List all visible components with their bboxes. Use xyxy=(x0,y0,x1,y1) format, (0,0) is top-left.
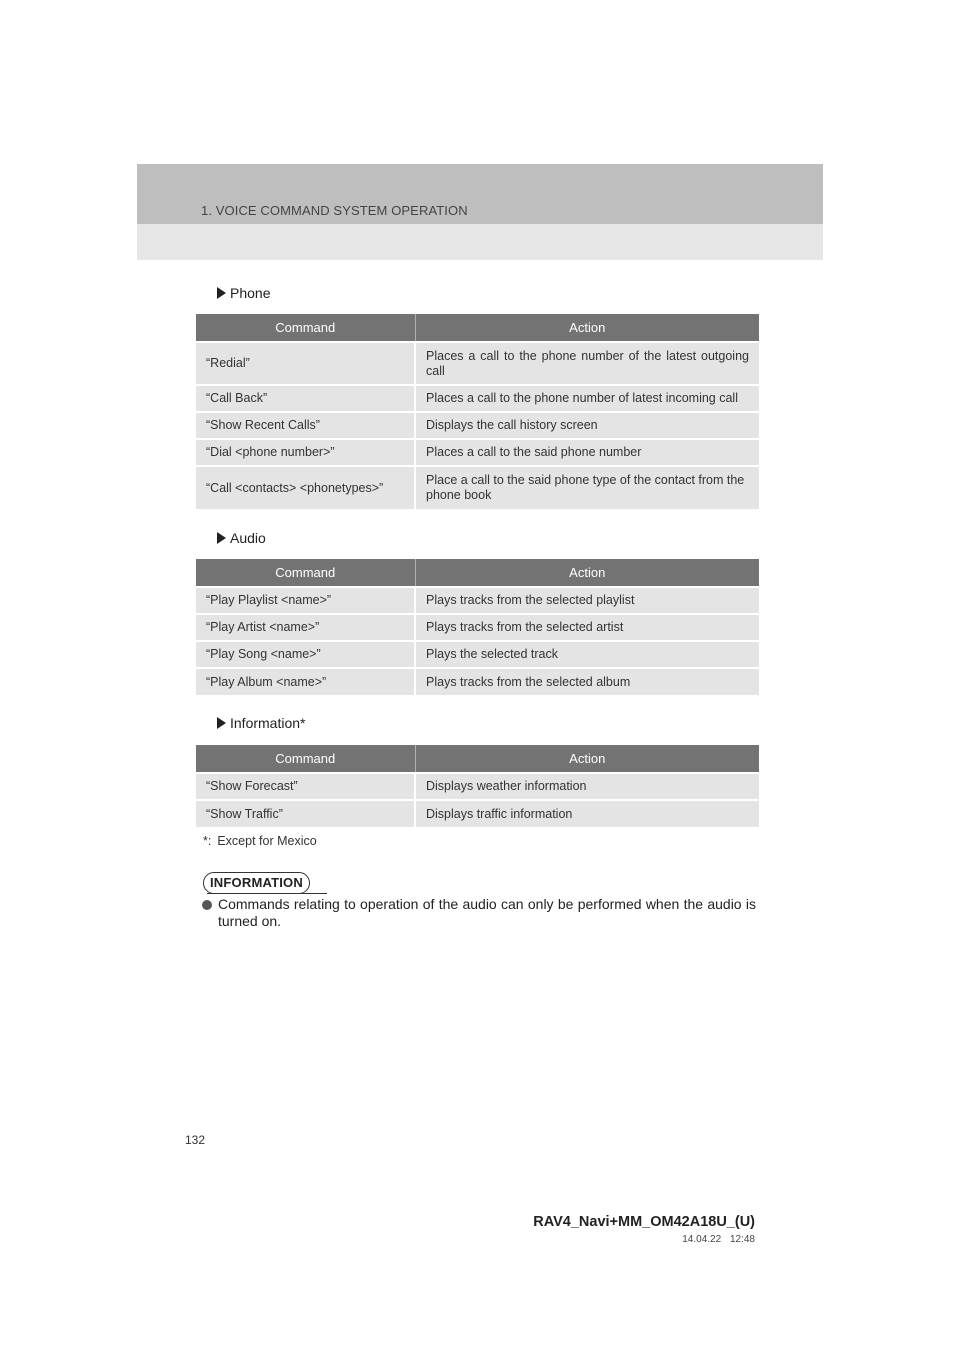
column-header-action: Action xyxy=(415,314,759,342)
column-header-command: Command xyxy=(196,314,415,342)
table-row xyxy=(196,385,759,412)
print-date: 14.04.22 xyxy=(682,1234,722,1245)
information-divider xyxy=(207,893,327,894)
footnote xyxy=(203,834,317,848)
command-cell: “Show Traffic” xyxy=(196,800,415,827)
page-number: 132 xyxy=(185,1133,206,1147)
action-cell: Displays the call history screen xyxy=(415,412,759,439)
action-cell: Displays traffic information xyxy=(415,800,759,827)
column-header-command: Command xyxy=(196,559,415,587)
table-row xyxy=(196,439,759,466)
table-row xyxy=(196,773,759,800)
header-band xyxy=(137,164,823,260)
command-cell: “Show Forecast” xyxy=(196,773,415,800)
section-title: 1. VOICE COMMAND SYSTEM OPERATION xyxy=(201,203,468,218)
print-timestamp xyxy=(682,1234,755,1245)
command-cell: “Call <contacts> <phonetypes>” xyxy=(196,466,415,509)
action-cell: Plays tracks from the selected album xyxy=(415,668,759,695)
column-header-command: Command xyxy=(196,745,415,773)
column-header-action: Action xyxy=(415,745,759,773)
phone-command-table xyxy=(196,314,759,509)
table-row xyxy=(196,587,759,614)
audio-heading-label: Audio xyxy=(230,530,266,546)
information-item xyxy=(200,896,756,930)
phone-heading xyxy=(217,285,270,301)
table-row xyxy=(196,668,759,695)
footnote-text: Except for Mexico xyxy=(217,834,317,848)
table-row xyxy=(196,614,759,641)
information-heading-label: Information* xyxy=(230,715,306,731)
triangle-arrow-icon xyxy=(217,532,226,544)
action-cell: Places a call to the phone number of latest incoming call xyxy=(415,385,759,412)
information-badge: INFORMATION xyxy=(203,872,310,894)
action-cell: Places a call to the said phone number xyxy=(415,439,759,466)
header-bar xyxy=(137,164,823,224)
information-text: Commands relating to operation of the audio can only be performed when the audio is turned on. xyxy=(218,896,756,929)
triangle-arrow-icon xyxy=(217,717,226,729)
table-row xyxy=(196,412,759,439)
print-time: 12:48 xyxy=(729,1234,755,1245)
command-cell: “Dial <phone number>” xyxy=(196,439,415,466)
command-cell: “Call Back” xyxy=(196,385,415,412)
audio-command-table xyxy=(196,559,759,695)
table-row xyxy=(196,800,759,827)
table-row xyxy=(196,342,759,385)
triangle-arrow-icon xyxy=(217,287,226,299)
document-id: RAV4_Navi+MM_OM42A18U_(U) xyxy=(533,1214,755,1230)
table-row xyxy=(196,641,759,668)
audio-heading xyxy=(217,530,266,546)
action-cell: Plays tracks from the selected playlist xyxy=(415,587,759,614)
action-cell: Plays the selected track xyxy=(415,641,759,668)
column-header-action: Action xyxy=(415,559,759,587)
information-command-table xyxy=(196,745,759,827)
action-cell: Places a call to the phone number of the latest outgoing call xyxy=(415,342,759,385)
command-cell: “Redial” xyxy=(196,342,415,385)
command-cell: “Play Playlist <name>” xyxy=(196,587,415,614)
phone-heading-label: Phone xyxy=(230,285,271,301)
information-heading xyxy=(217,715,305,731)
table-row xyxy=(196,466,759,509)
action-cell: Displays weather information xyxy=(415,773,759,800)
command-cell: “Play Artist <name>” xyxy=(196,614,415,641)
command-cell: “Play Song <name>” xyxy=(196,641,415,668)
action-cell: Place a call to the said phone type of the contact from the phone book xyxy=(415,466,759,509)
command-cell: “Play Album <name>” xyxy=(196,668,415,695)
bullet-icon xyxy=(202,900,212,910)
action-cell: Plays tracks from the selected artist xyxy=(415,614,759,641)
footnote-marker: *: xyxy=(203,834,212,848)
command-cell: “Show Recent Calls” xyxy=(196,412,415,439)
